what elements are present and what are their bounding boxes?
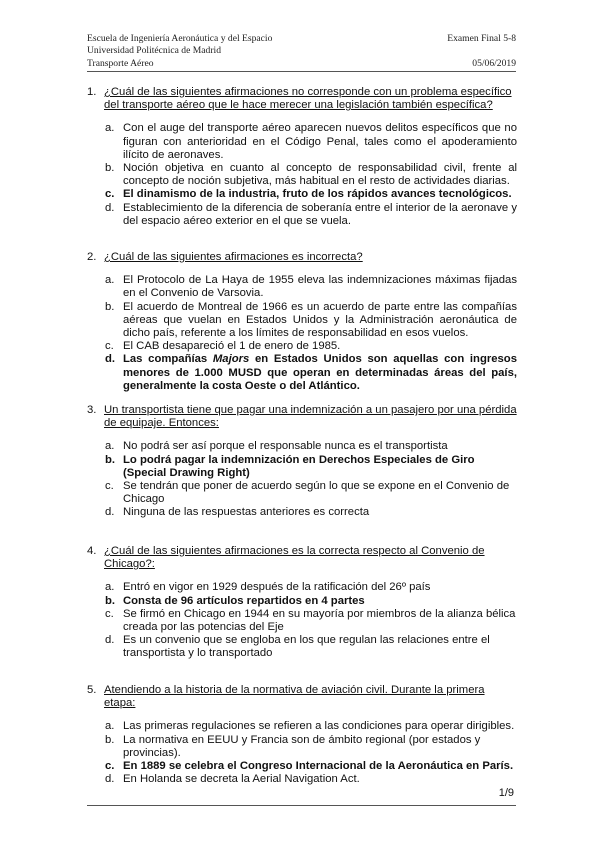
option-letter: b. [105, 594, 116, 607]
option-c [105, 340, 517, 353]
option-letter: d. [105, 773, 115, 786]
option-text: Noción objetiva en cuanto al concepto de responsabilidad civil, frente al concepto de noción subjetiva, más habitual en el resto de actividades diarias. [123, 162, 517, 188]
option-b [105, 301, 517, 341]
option-text: Se tendrán que poner de acuerdo según lo que se expone en el Convenio de Chicago [123, 480, 510, 506]
option-list [87, 440, 517, 519]
option-list [87, 122, 517, 228]
option-letter: c. [105, 480, 114, 493]
option-letter: b. [105, 162, 115, 175]
question-number: 3. [87, 404, 97, 416]
option-letter: d. [105, 353, 116, 366]
option-text: Con el auge del transporte aéreo aparecen nuevos delitos específicos que no figuran con anterioridad en el Código Penal, tales como el apoderamiento ilícito de aeronaves. [123, 122, 517, 161]
option-text: Es un convenio que se engloba en los que regulan las relaciones entre el transportista y lo transportado [123, 634, 490, 660]
option-text: Consta de 96 artículos repartidos en 4 partes [123, 594, 365, 607]
footer-divider [87, 805, 516, 806]
option-letter: a. [105, 440, 115, 453]
option-letter: a. [105, 720, 115, 733]
option-text: No podrá ser así porque el responsable nunca es el transportista [123, 440, 448, 453]
spacer [447, 45, 516, 57]
question-number: 2. [87, 251, 97, 263]
option-b-correct [105, 595, 517, 608]
option-a [105, 122, 517, 162]
option-text: El acuerdo de Montreal de 1966 es un acuerdo de parte entre las compañías aéreas que vuelan en Estados Unidos y la Administración aeronáutica de dicho país, referente a los límites de responsabilidad en esos vuelos. [123, 300, 517, 340]
option-letter: b. [105, 300, 115, 313]
option-letter: d. [105, 201, 115, 214]
question-text: Atendiendo a la historia de la normativa de aviación civil. Durante la primera etapa: [104, 684, 485, 710]
option-text: La normativa en EEUU y Francia son de ámbito regional (por estados y provincias). [123, 733, 481, 759]
option-text: El CAB desapareció el 1 de enero de 1985. [123, 340, 341, 353]
question-text: ¿Cuál de las siguientes afirmaciones no corresponde con un problema específico del transporte aéreo que le hace merecer una legislación también específica? [104, 86, 512, 112]
header-divider [87, 71, 516, 72]
option-letter: c. [105, 760, 115, 773]
option-text-end: en Estados Unidos son aquellas con ingresos menores de 1.000 MUSD que operan en determinadas áreas del país, generalmente la costa Oeste o del Atlántico. [123, 353, 517, 392]
option-c-correct [105, 188, 517, 201]
school-name: Escuela de Ingeniería Aeronáutica y del Espacio [87, 33, 273, 44]
option-text-italic: Majors [212, 353, 250, 366]
option-c [105, 608, 517, 634]
option-text: Establecimiento de la diferencia de soberanía entre el interior de la aeronave y del espacio aéreo exterior en el que se vuela. [123, 201, 517, 227]
option-text: Lo podrá pagar la indemnización en Derechos Especiales de Giro (Special Drawing Right) [123, 453, 475, 479]
question-2 [87, 251, 517, 393]
option-text: Entró en vigor en 1929 después de la ratificación del 26º país [123, 581, 431, 594]
option-c-correct [105, 760, 517, 773]
option-list [87, 720, 517, 786]
option-text: El Protocolo de La Haya de 1955 eleva las indemnizaciones máximas fijadas en el Convenio de Varsovia. [123, 274, 517, 300]
option-a [105, 720, 517, 733]
question-5 [87, 684, 517, 786]
option-text-start: Las compañías [123, 353, 213, 366]
option-letter: a. [105, 581, 115, 594]
option-list [87, 581, 517, 660]
exam-title: Examen Final 5-8 [447, 33, 516, 44]
option-letter: c. [105, 188, 115, 201]
option-letter: c. [105, 340, 114, 353]
option-b [105, 162, 517, 188]
option-text: En Holanda se decreta la Aerial Navigation Act. [123, 773, 360, 786]
option-letter: d. [105, 634, 115, 647]
option-letter: d. [105, 506, 115, 519]
option-text: El dinamismo de la industria, fruto de los rápidos avances tecnológicos. [123, 188, 512, 201]
question-number: 5. [87, 684, 97, 696]
option-b-correct [105, 454, 517, 480]
option-text: Las primeras regulaciones se refieren a las condiciones para operar dirigibles. [123, 720, 515, 733]
option-b [105, 734, 517, 760]
option-letter: b. [105, 733, 115, 746]
option-letter: a. [105, 274, 115, 287]
question-text: Un transportista tiene que pagar una indemnización a un pasajero por una pérdida de equipaje. Entonces: [104, 404, 517, 430]
header-right [447, 33, 516, 70]
option-text: En 1889 se celebra el Congreso Internacional de la Aeronáutica en París. [123, 760, 514, 773]
question-number: 4. [87, 545, 97, 557]
course-name: Transporte Aéreo [87, 57, 154, 69]
option-text [123, 353, 517, 393]
option-text: Ninguna de las respuestas anteriores es correcta [123, 506, 370, 519]
option-letter: a. [105, 122, 115, 135]
exam-date: 05/06/2019 [472, 57, 516, 69]
option-a [105, 440, 517, 453]
question-number: 1. [87, 86, 97, 98]
page-number: 1/9 [498, 787, 514, 799]
option-text: Se firmó en Chicago en 1944 en su mayoría por miembros de la alianza bélica creada por las potencias del Eje [123, 607, 516, 634]
option-list [87, 274, 517, 393]
option-letter: b. [105, 453, 116, 466]
question-text: ¿Cuál de las siguientes afirmaciones es incorrecta? [104, 251, 363, 263]
option-a [105, 581, 517, 594]
question-1 [87, 86, 517, 228]
option-d [105, 634, 517, 660]
option-c [105, 480, 517, 506]
option-d [105, 202, 517, 228]
option-a [105, 274, 517, 300]
option-d-correct [105, 353, 517, 393]
question-3 [87, 404, 517, 520]
question-4 [87, 545, 517, 661]
question-text: ¿Cuál de las siguientes afirmaciones es la correcta respecto al Convenio de Chicago?: [104, 545, 485, 571]
option-d [105, 506, 517, 519]
header-left [87, 33, 272, 70]
university-name: Universidad Politécnica de Madrid [87, 45, 222, 57]
option-d [105, 773, 517, 786]
option-letter: c. [105, 607, 114, 620]
